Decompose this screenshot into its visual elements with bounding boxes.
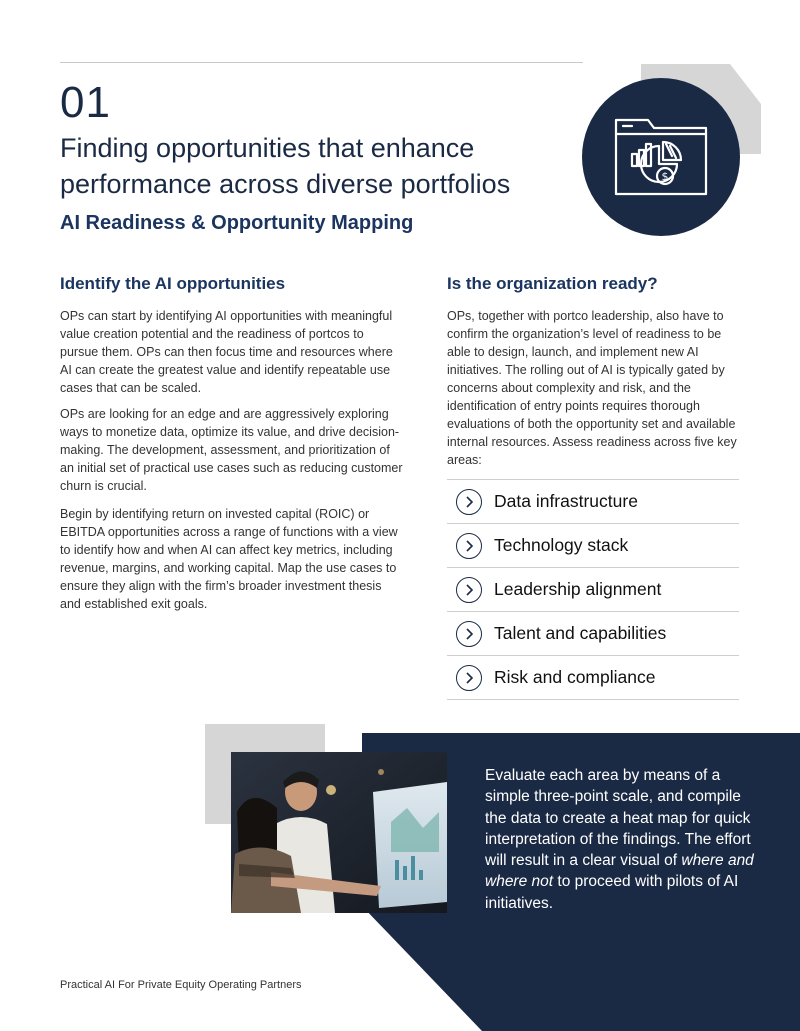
svg-text:$: $ <box>661 170 669 183</box>
left-column-heading: Identify the AI opportunities <box>60 274 286 293</box>
area-label: Risk and compliance <box>494 667 656 687</box>
left-paragraph-1: OPs can start by identifying AI opportunities with meaningful value creation potential and the readiness of portcos to pursue them. OPs can then focus time and resources where AI can create the greatest value and identify repeatable use cases that can be scaled. <box>60 309 393 395</box>
area-label: Technology stack <box>494 535 629 555</box>
area-label: Leadership alignment <box>494 579 662 599</box>
area-label: Data infrastructure <box>494 491 638 511</box>
area-label: Talent and capabilities <box>494 623 667 643</box>
callout-text-after: to proceed with pilots of AI initiatives. <box>485 873 739 912</box>
page-number: 3 <box>732 940 739 952</box>
office-photo <box>231 752 447 913</box>
right-paragraph: OPs, together with portco leadership, also have to confirm the organization’s level of readiness to be able to design, launch, and implement new AI initiatives. The rolling out of AI is typically gated by concerns about complexity and risk, and the identification of entry points requires thorough evaluations of both the opportunity set and available internal resources. Assess readiness across five key areas: <box>447 309 737 467</box>
right-column-heading: Is the organization ready? <box>447 274 658 293</box>
callout-emphasis: where and where not <box>485 852 754 891</box>
page-headline: Finding opportunities that enhance performance across diverse portfolios <box>60 133 511 199</box>
left-paragraph-3: Begin by identifying return on invested capital (ROIC) or EBITDA opportunities across a range of functions with a view to identify how and when AI can affect key metrics, including revenue, margins, and working capital. Map the use cases to ensure they align with the firm’s broader investment thesis and established exit goals. <box>60 507 398 611</box>
footer-text: Practical AI For Private Equity Operating Partners <box>60 979 302 991</box>
section-number: 01 <box>60 78 111 127</box>
page-subtitle: AI Readiness & Opportunity Mapping <box>60 212 414 234</box>
callout-text-before: Evaluate each area by means of a simple three-point scale, and compile the data to create a heat map for quick interpretation of the findings. The effort will result in a clear visual of <box>485 767 751 870</box>
callout-text <box>485 765 760 914</box>
left-paragraph-2: OPs are looking for an edge and are aggressively exploring ways to monetize data, optimize its value, and drive decision-making. The development, assessment, and prioritization of an initial set of practical use cases such as reducing customer churn is crucial. <box>60 407 403 493</box>
